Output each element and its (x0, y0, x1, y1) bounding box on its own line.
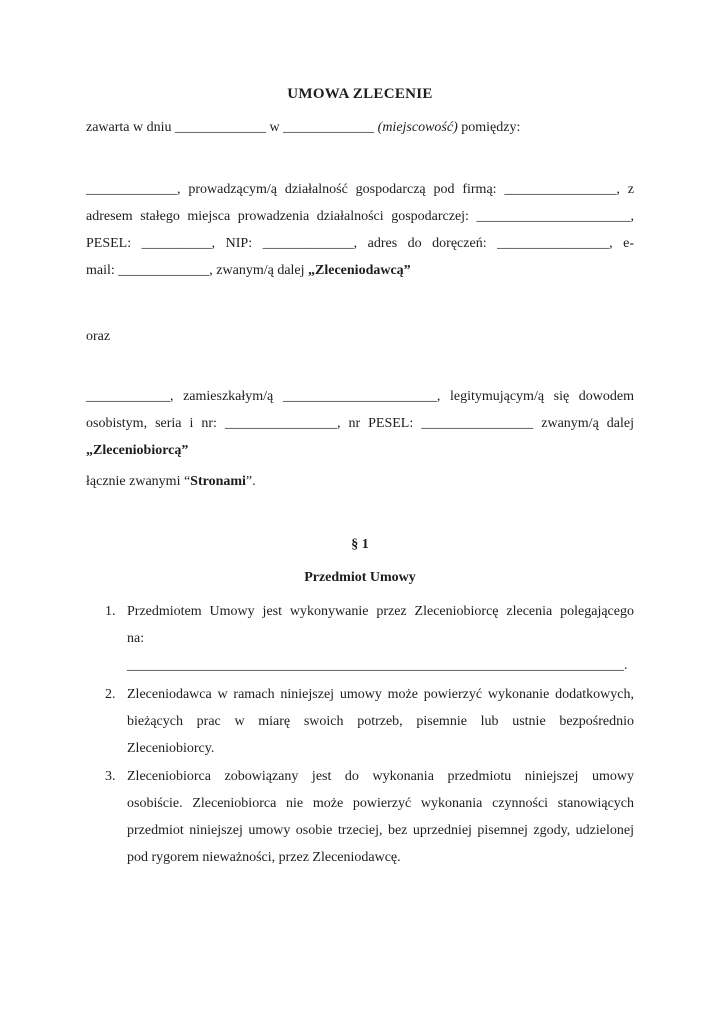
text-segment: w (266, 120, 284, 135)
party1-line-2 (86, 203, 634, 230)
blank-field: ________________ (497, 236, 610, 251)
text-segment: , prowadzącym/ą działalność gospodarczą pod firmą: (177, 182, 505, 197)
item-1-line-1 (86, 598, 634, 625)
blank-field: ________________ (421, 416, 534, 431)
blank-field: ____________ (86, 389, 170, 404)
text-segment: „Zleceniobiorcą” (86, 443, 189, 458)
blank-field: _____________ (262, 236, 354, 251)
text-segment: , (630, 209, 634, 224)
blank-field: _____________ (118, 263, 210, 278)
text-segment: łącznie zwanymi “ (86, 474, 191, 489)
blank-field: _____________ (283, 120, 375, 135)
text-segment: Stronami (190, 474, 246, 489)
text-segment: UMOWA ZLECENIE (287, 86, 433, 102)
text-segment: osobistym, seria i nr: (86, 416, 225, 431)
blank-field: __________ (141, 236, 212, 251)
text-segment: zawarta w dniu (86, 120, 176, 135)
blank-field: ________________ (224, 416, 337, 431)
text-segment: PESEL: (86, 236, 142, 251)
party2-line-2 (86, 410, 634, 437)
text-segment: zwanym/ą dalej (533, 416, 634, 431)
text-segment: mail: (86, 263, 119, 278)
oraz-line (86, 323, 634, 350)
section-1-number (86, 531, 634, 558)
text-segment: , NIP: (211, 236, 263, 251)
item-3-line-1 (86, 763, 634, 790)
text-segment: . (624, 658, 628, 673)
text-segment: Zleceniobiorcy. (127, 741, 215, 756)
party2-line-1 (86, 383, 634, 410)
text-segment: , zamieszkałym/ą (170, 389, 283, 404)
text-segment: pod rygorem nieważności, przez Zleceniodawcę. (127, 850, 401, 865)
text-segment: na: (127, 631, 145, 646)
item-3-line-2 (86, 790, 634, 817)
item-2-line-3 (86, 735, 634, 762)
text-segment: , e- (609, 236, 634, 251)
blank-field: ______________________ (282, 389, 437, 404)
text-segment: osobiście. Zleceniobiorca nie może powierzyć wykonania czynności stanowiących (127, 796, 634, 811)
item-1-line-2 (86, 625, 634, 652)
party1-line-1 (86, 176, 634, 203)
text-segment: Przedmiotem Umowy jest wykonywanie przez Zleceniobiorcę zlecenia polegającego (127, 604, 634, 619)
text-segment: , z (616, 182, 634, 197)
list-number: 3. (105, 769, 116, 784)
text-segment: § 1 (351, 537, 369, 552)
document-body (86, 81, 634, 871)
blank-field: ________________ (504, 182, 617, 197)
blank-field: _____________ (175, 120, 267, 135)
list-number: 1. (105, 604, 116, 619)
item-3-line-4 (86, 844, 634, 871)
text-segment: (miejscowość) (377, 120, 458, 135)
party1-line-4 (86, 257, 634, 284)
document-title (86, 81, 634, 108)
item-3-line-3 (86, 817, 634, 844)
text-segment: adresem stałego miejsca prowadzenia działalności gospodarczej: (86, 209, 477, 224)
party1-line-3 (86, 230, 634, 257)
text-segment: Przedmiot Umowy (304, 570, 416, 585)
parties-summary-line (86, 468, 634, 495)
text-segment: pomiędzy: (457, 120, 521, 135)
text-segment: , adres do doręczeń: (353, 236, 498, 251)
text-segment: Zleceniodawca w ramach niniejszej umowy może powierzyć wykonanie dodatkowych, (127, 687, 634, 702)
text-segment: „Zleceniodawcą” (308, 263, 411, 278)
list-number: 2. (105, 687, 116, 702)
blank-field: _______________________________________________________________________ (127, 658, 624, 673)
blank-field: ______________________ (476, 209, 631, 224)
text-segment: , nr PESEL: (336, 416, 422, 431)
text-segment: , zwanym/ą dalej (209, 263, 309, 278)
item-1-blank-line (86, 652, 634, 679)
party2-line-3 (86, 437, 634, 464)
intro-line (86, 114, 634, 141)
text-segment: , legitymującym/ą się dowodem (436, 389, 634, 404)
section-1-title (86, 564, 634, 591)
text-segment: bieżących prac w miarę swoich potrzeb, pisemnie lub ustnie bezpośrednio (127, 714, 634, 729)
text-segment: ”. (245, 474, 256, 489)
item-2-line-2 (86, 708, 634, 735)
text-segment: Zleceniobiorca zobowiązany jest do wykonania przedmiotu niniejszej umowy (127, 769, 634, 784)
item-2-line-1 (86, 681, 634, 708)
blank-field: _____________ (86, 182, 177, 197)
text-segment: oraz (86, 329, 111, 344)
text-segment: przedmiot niniejszej umowy osobie trzeciej, bez uprzedniej pisemnej zgody, udzielonej (127, 823, 634, 838)
